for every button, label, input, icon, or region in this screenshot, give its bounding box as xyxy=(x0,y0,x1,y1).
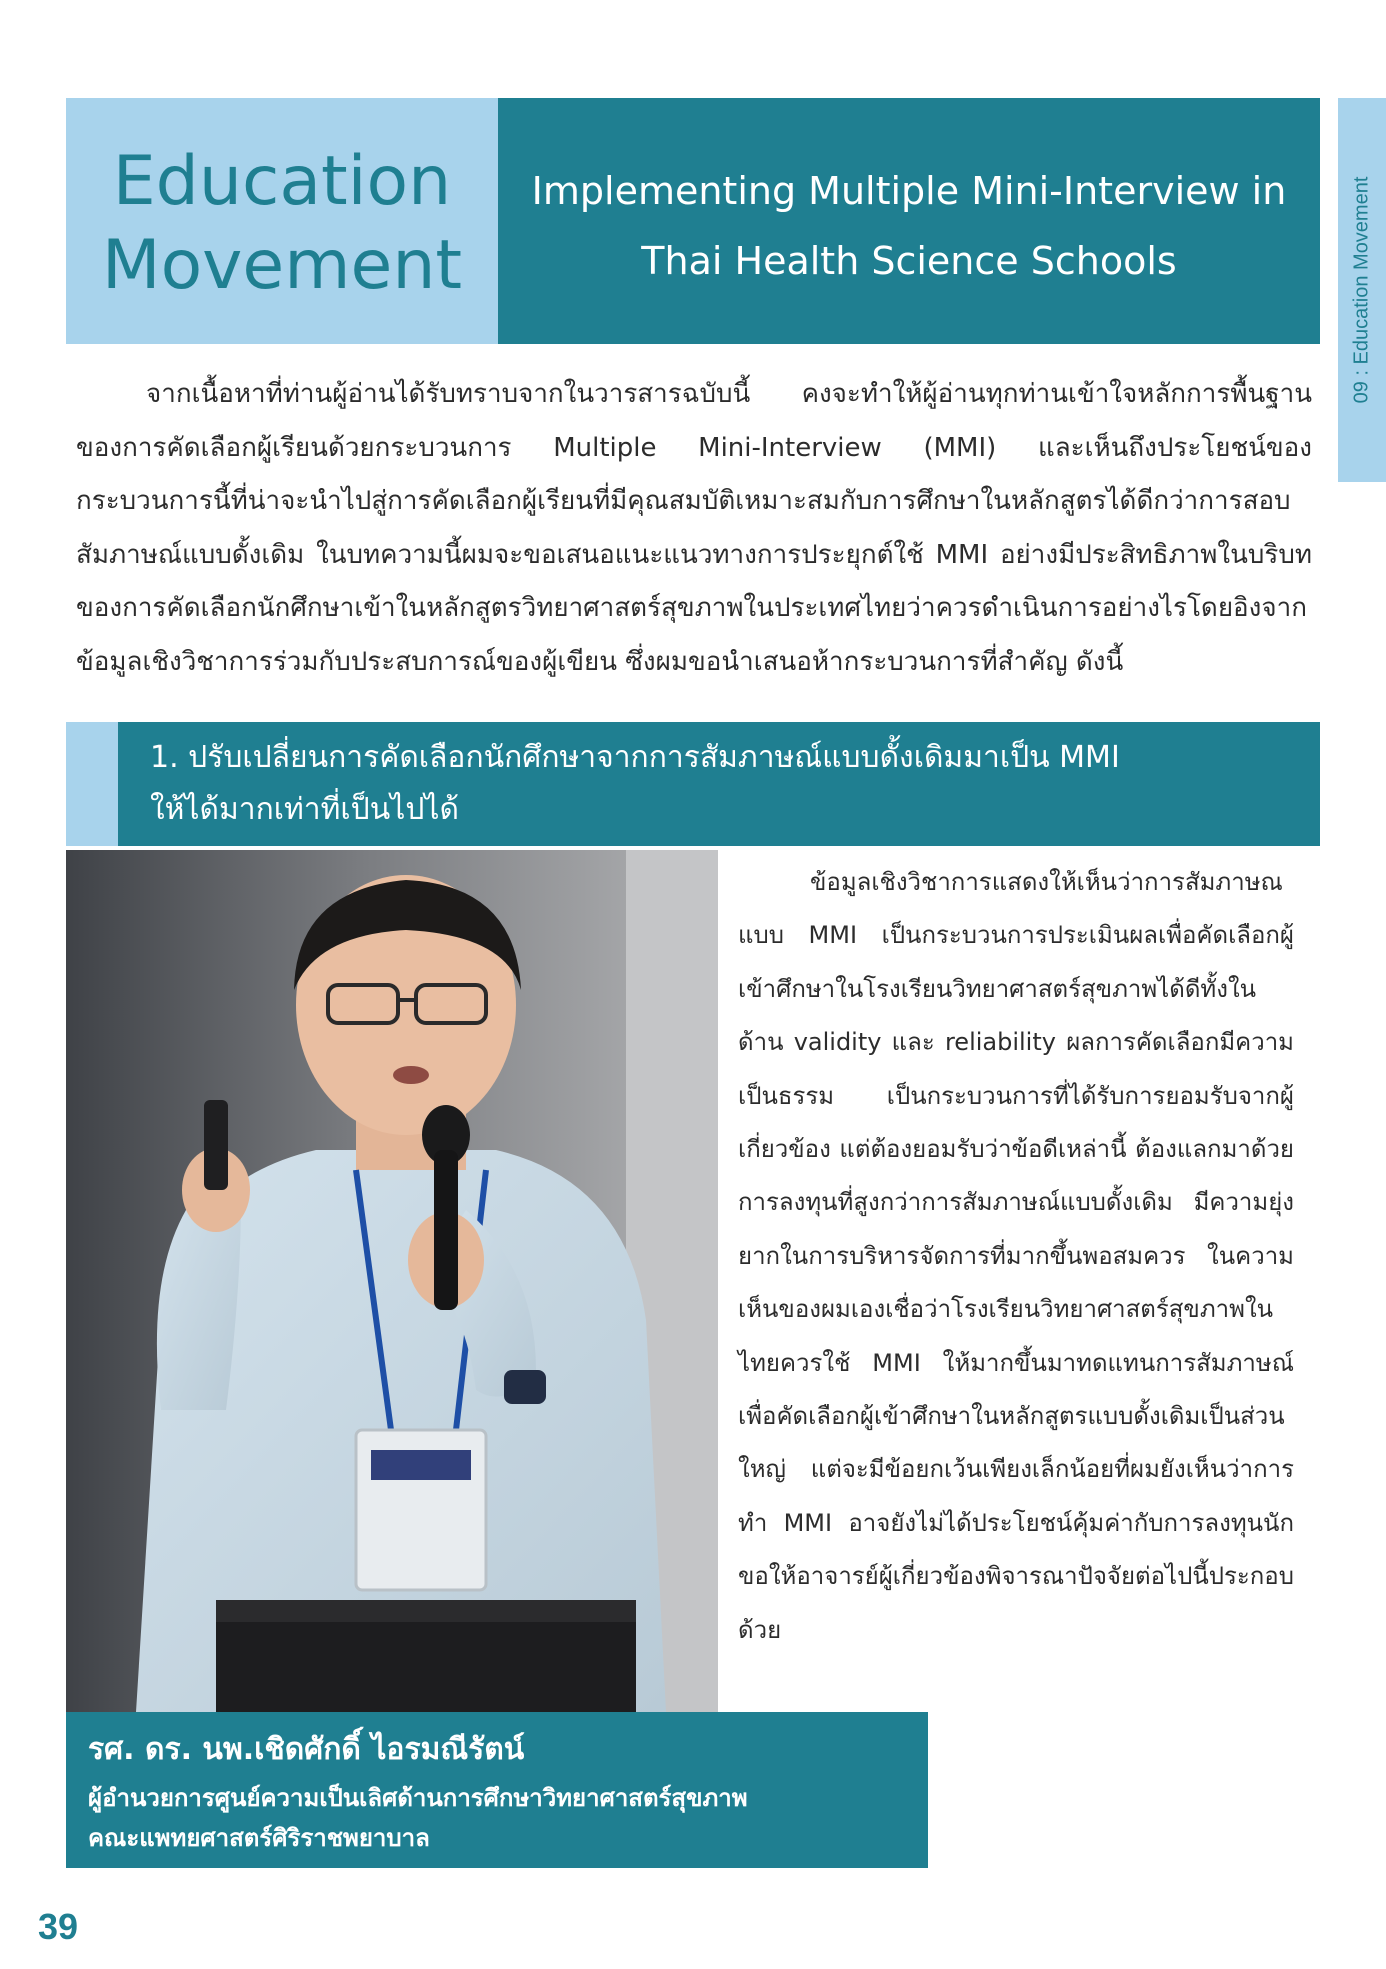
author-caption xyxy=(66,1712,928,1868)
side-tab-label: 09 : Education Movement xyxy=(1350,176,1373,404)
section-heading-line1: 1. ปรับเปลี่ยนการคัดเลือกนักศึกษาจากการสัมภาษณ์แบบดั้งเดิมมาเป็น MMI xyxy=(150,740,1120,775)
article-title-block xyxy=(498,98,1320,344)
section-heading-bar xyxy=(118,722,1320,846)
author-affiliation: คณะแพทยศาสตร์ศิริราชพยาบาล xyxy=(88,1824,430,1852)
column-name xyxy=(66,140,498,308)
article-header xyxy=(66,98,1320,344)
article-title xyxy=(498,156,1320,296)
article-title-line1: Implementing Multiple Mini-Interview in xyxy=(531,169,1287,213)
section-heading xyxy=(150,732,1300,836)
body-paragraph xyxy=(738,856,1294,1657)
body-text: ข้อมูลเชิงวิชาการแสดงให้เห็นว่าการสัมภาษณแบบ MMI เป็นกระบวนการประเมินผลเพื่อคัดเลือกผู้เข้าศึกษาในโรงเรียนวิทยาศาสตร์สุขภาพได้ดีทั้งในด้าน validity และ reliability ผลการคัดเลือกมีความเป็นธรรม เป็นกระบวนการที่ได้รับการยอมรับจากผู้เกี่ยวข้อง แต่ต้องยอมรับว่าข้อดีเหล่านี้ ต้องแลกมาด้วยการลงทุนที่สูงกว่าการสัมภาษณ์แบบดั้งเดิม มีความยุ่งยากในการบริหารจัดการที่มากขึ้นพอสมควร ในความเห็นของผมเองเชื่อว่าโรงเรียนวิทยาศาสตร์สุขภาพในไทยควรใช้ MMI ให้มากขึ้นมาทดแทนการสัมภาษณ์เพื่อคัดเลือกผู้เข้าศึกษาในหลักสูตรแบบดั้งเดิมเป็นส่วนใหญ่ แต่จะมีข้อยกเว้นเพียงเล็กน้อยที่ผมยังเห็นว่าการทำ MMI อาจยังไม่ได้ประโยชน์คุ้มค่ากับการลงทุนนักขอให้อาจารย์ผู้เกี่ยวข้องพิจารณาปัจจัยต่อไปนี้ประกอบด้วย xyxy=(738,868,1294,1644)
author-position: ผู้อำนวยการศูนย์ความเป็นเลิศด้านการศึกษาวิทยาศาสตร์สุขภาพ xyxy=(88,1784,748,1812)
speaker-photo xyxy=(66,850,718,1712)
intro-text: จากเนื้อหาที่ท่านผู้อ่านได้รับทราบจากในวารสารฉบับนี้ คงจะทำให้ผู้อ่านทุกท่านเข้าใจหลักการพื้นฐานของการคัดเลือกผู้เรียนด้วยกระบวนการ Multiple Mini-Interview (MMI) และเห็นถึงประโยชน์ของกระบวนการนี้ที่น่าจะนำไปสู่การคัดเลือกผู้เรียนที่มีคุณสมบัติเหมาะสมกับการศึกษาในหลักสูตรได้ดีกว่าการสอบสัมภาษณ์แบบดั้งเดิม ในบทความนี้ผมจะขอเสนอแนะแนวทางการประยุกต์ใช้ MMI อย่างมีประสิทธิภาพในบริบทของการคัดเลือกนักศึกษาเข้าในหลักสูตรวิทยาศาสตร์สุขภาพในประเทศไทยว่าควรดำเนินการอย่างไรโดยอิงจากข้อมูลเชิงวิชาการร่วมกับประสบการณ์ของผู้เขียน ซึ่งผมขอนำเสนอห้ากระบวนการที่สำคัญ ดังนี้ xyxy=(76,379,1312,677)
article-title-line2: Thai Health Science Schools xyxy=(641,239,1177,283)
section-side-tab xyxy=(1338,98,1386,482)
section-heading-line2: ให้ได้มากเท่าที่เป็นไปได้ xyxy=(150,792,459,827)
section-accent xyxy=(66,722,118,846)
author-name: รศ. ดร. นพ.เชิดศักดิ์ ไอรมณีรัตน์ xyxy=(88,1732,525,1767)
intro-paragraph xyxy=(76,368,1312,689)
column-name-line2: Movement xyxy=(101,226,463,305)
page-number: 39 xyxy=(38,1906,79,1947)
column-name-block xyxy=(66,98,498,344)
column-name-line1: Education xyxy=(112,142,452,221)
